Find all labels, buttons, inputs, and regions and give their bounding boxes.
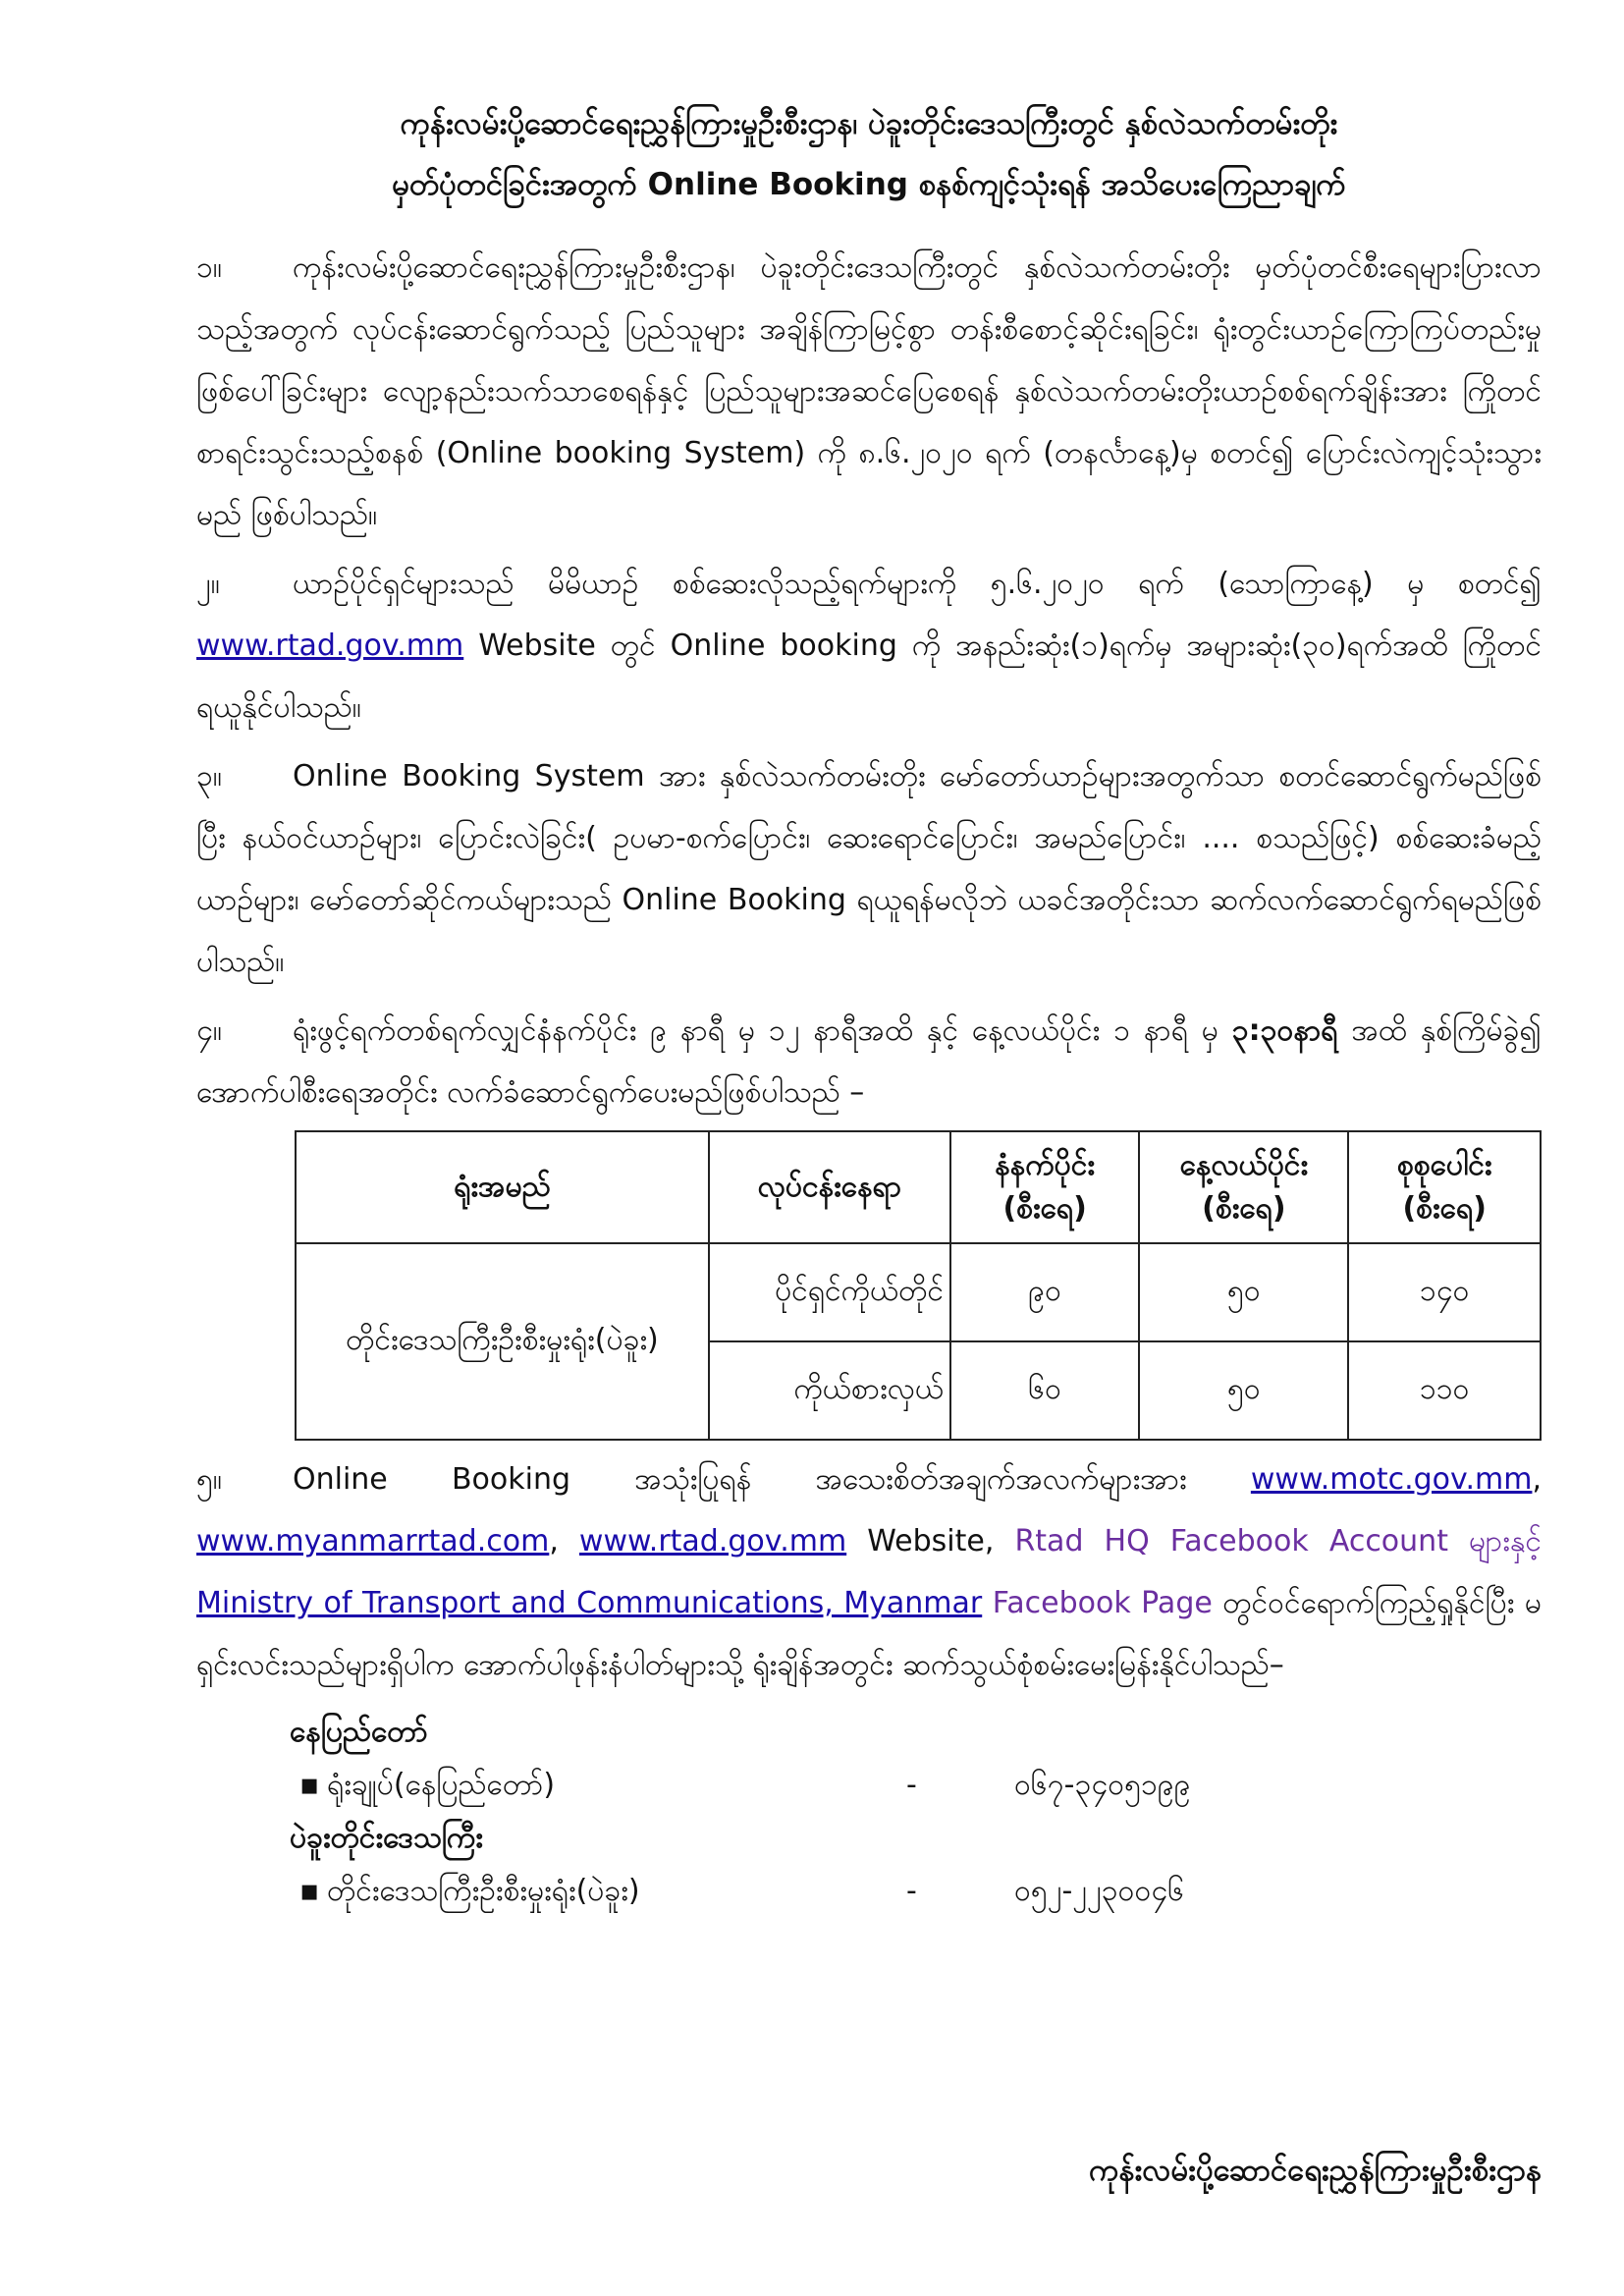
- end-time-bold: ၃:၃၀နာရီ: [1231, 1013, 1338, 1048]
- header-label: လုပ်ငန်းနေရာ: [757, 1170, 902, 1204]
- contact-row: [290, 1759, 1542, 1812]
- paragraph-number: ၄။: [196, 1013, 222, 1048]
- paragraph-2: [196, 553, 1542, 738]
- bullet-icon: ▪: [299, 1768, 320, 1802]
- paragraph-text: ,: [549, 1524, 579, 1558]
- paragraph-5: [196, 1449, 1542, 1696]
- office-cell: တိုင်းဒေသကြီးဦးစီးမှုးရုံး(ပဲခူး): [296, 1243, 709, 1440]
- morning-cell: ၆၀: [950, 1341, 1139, 1440]
- morning-cell: ၉၀: [950, 1243, 1139, 1341]
- paragraph-text: တွင်ဝင်ရောက်ကြည့်ရှုနိုင်ပြီး မရှင်းလင်းသည်များရှိပါက အောက်ပါဖုန်းနံပါတ်များသို့ ရုံးချိန်အတွင်း ဆက်သွယ်စုံစမ်းမေးမြန်းနိုင်ပါသည်–: [196, 1586, 1542, 1682]
- contact-dash: -: [906, 1874, 917, 1908]
- contact-group-naypyitaw: နေပြည်တော်: [290, 1715, 428, 1749]
- paragraph-text: ,: [1532, 1462, 1542, 1497]
- header-afternoon: [1139, 1131, 1348, 1243]
- contact-dash: -: [906, 1768, 917, 1802]
- paragraph-1: [196, 237, 1542, 546]
- title-line-1: ကုန်းလမ်းပို့ဆောင်ရေးညွှန်ကြားမှုဦးစီးဌာန၊ ပဲခူးတိုင်းဒေသကြီးတွင် နှစ်လဲသက်တမ်းတိုး: [400, 106, 1338, 141]
- paragraph-text: Online Booking အသုံးပြုရန် အသေးစိတ်အချက်အလက်များအား: [293, 1462, 1251, 1497]
- header-total: [1348, 1131, 1541, 1243]
- afternoon-cell: ၅၀: [1139, 1243, 1348, 1341]
- paragraph-text: ယာဉ်ပိုင်ရှင်များသည် မိမိယာဉ် စစ်ဆေးလိုသည့်ရက်များကို ၅.၆.၂၀၂၀ ရက် (သောကြာနေ့) မှ စတင်၍: [293, 567, 1542, 601]
- bullet-icon: ▪: [299, 1874, 320, 1908]
- header-label: စုစုပေါင်း (စီးရေ): [1396, 1148, 1492, 1226]
- place-cell: ပိုင်ရှင်ကိုယ်တိုင်: [709, 1243, 950, 1341]
- contact-phone: ၀၅၂-၂၂၃၀၀၄၆: [1014, 1874, 1185, 1908]
- paragraph-text: အထိ နှစ်ကြိမ်ခွဲ၍ အောက်ပါစီးရေအတိုင်း လက်ခံဆောင်ရွက်ပေးမည်ဖြစ်ပါသည် –: [196, 1013, 1542, 1110]
- header-label: ရုံးအမည်: [454, 1170, 551, 1204]
- motc-facebook-link[interactable]: Ministry of Transport and Communications, Myanmar: [196, 1586, 983, 1620]
- header-label: နံနက်ပိုင်း (စီးရေ): [995, 1148, 1096, 1226]
- title-line-2: မှတ်ပုံတင်ခြင်းအတွက် Online Booking စနစ်ကျင့်သုံးရန် အသိပေးကြေညာချက်: [392, 167, 1346, 202]
- place-cell: ကိုယ်စားလှယ်: [709, 1341, 950, 1440]
- rtad-website-link[interactable]: www.rtad.gov.mm: [196, 629, 464, 663]
- contact-name: တိုင်းဒေသကြီးဦးစီးမှုးရုံး(ပဲခူး): [327, 1874, 640, 1908]
- contact-phone: ၀၆၇-၃၄၀၅၁၉၉: [1014, 1768, 1191, 1802]
- document-body: [196, 93, 1542, 1918]
- schedule-table: [295, 1130, 1542, 1441]
- table-row: [296, 1243, 1541, 1341]
- signature-department: ကုန်းလမ်းပို့ဆောင်ရေးညွှန်ကြားမှုဦးစီးဌာန: [1089, 2153, 1542, 2188]
- rtad-website-link[interactable]: www.rtad.gov.mm: [578, 1524, 847, 1558]
- myanmarrtad-website-link[interactable]: www.myanmarrtad.com: [196, 1524, 550, 1558]
- motc-website-link[interactable]: www.motc.gov.mm: [1250, 1462, 1533, 1497]
- facebook-page-text: Facebook Page: [992, 1586, 1213, 1620]
- paragraph-text: Online Booking System အား နှစ်လဲသက်တမ်းတိုး မော်တော်ယာဉ်များအတွက်သာ စတင်ဆောင်ရွက်မည်ဖြစ်ပြီး နယ်ဝင်ယာဉ်များ၊ ပြောင်းလဲခြင်း( ဥပမာ-စက်ပြောင်း၊ ဆေးရောင်ပြောင်း၊ အမည်ပြောင်း၊ .... စသည်ဖြင့်) စစ်ဆေးခံမည့် ယာဉ်များ၊ မော်တော်ဆိုင်ကယ်များသည် Online Booking ရယူရန်မလိုဘဲ ယခင်အတိုင်းသာ ဆက်လက်ဆောင်ရွက်ရမည်ဖြစ်ပါသည်။: [196, 759, 1542, 979]
- paragraph-3: [196, 745, 1542, 993]
- contact-list: [290, 1706, 1542, 1918]
- paragraph-number: ၂။: [196, 567, 220, 601]
- paragraph-text: [982, 1586, 993, 1620]
- paragraph-text: Website တွင် Online booking ကို အနည်းဆုံး(၁)ရက်မှ အများဆုံး(၃၀)ရက်အထိ ကြိုတင်ရယူနိုင်ပါသည်။: [196, 629, 1542, 725]
- contact-row: [290, 1865, 1542, 1918]
- total-cell: ၁၁၀: [1348, 1341, 1541, 1440]
- paragraph-number: ၅။: [196, 1462, 222, 1497]
- contact-name: ရုံးချုပ်(နေပြည်တော်): [327, 1768, 556, 1802]
- paragraph-text: Website,: [846, 1524, 1015, 1558]
- header-office: [296, 1131, 709, 1243]
- header-label: နေ့လယ်ပိုင်း (စီးရေ): [1179, 1148, 1309, 1226]
- paragraph-number: ၁။: [196, 250, 222, 285]
- paragraph-text: ကုန်းလမ်းပို့ဆောင်ရေးညွှန်ကြားမှုဦးစီးဌာန၊ ပဲခူးတိုင်းဒေသကြီးတွင် နှစ်လဲသက်တမ်းတိုး မှတ်ပုံတင်စီးရေများပြားလာသည့်အတွက် လုပ်ငန်းဆောင်ရွက်သည့် ပြည်သူများ အချိန်ကြာမြင့်စွာ တန်းစီစောင့်ဆိုင်းရခြင်း၊ ရုံးတွင်းယာဉ်ကြောကြပ်တည်းမှုဖြစ်ပေါ်ခြင်းများ လျော့နည်းသက်သာစေရန်နှင့် ပြည်သူများအဆင်ပြေစေရန် နှစ်လဲသက်တမ်းတိုးယာဉ်စစ်ရက်ချိန်းအား ကြိုတင်စာရင်းသွင်းသည့်စနစ် (Online booking System) ကို ၈.၆.၂၀၂၀ ရက် (တနင်္လာနေ့)မှ စတင်၍ ပြောင်းလဲကျင့်သုံးသွားမည် ဖြစ်ပါသည်။: [196, 250, 1542, 532]
- afternoon-cell: ၅၀: [1139, 1341, 1348, 1440]
- header-place: [709, 1131, 950, 1243]
- paragraph-4: [196, 1000, 1542, 1123]
- rtad-facebook-account: Rtad HQ Facebook Account များနှင့်: [1014, 1524, 1542, 1558]
- contact-group-bago: ပဲခူးတိုင်းဒေသကြီး: [290, 1821, 483, 1855]
- paragraph-text: ရုံးဖွင့်ရက်တစ်ရက်လျှင်နံနက်ပိုင်း ၉ နာရီ မှ ၁၂ နာရီအထိ နှင့် နေ့လယ်ပိုင်း ၁ နာရီ မှ: [293, 1013, 1232, 1048]
- table-header-row: [296, 1131, 1541, 1243]
- total-cell: ၁၄၀: [1348, 1243, 1541, 1341]
- header-morning: [950, 1131, 1139, 1243]
- paragraph-number: ၃။: [196, 759, 222, 793]
